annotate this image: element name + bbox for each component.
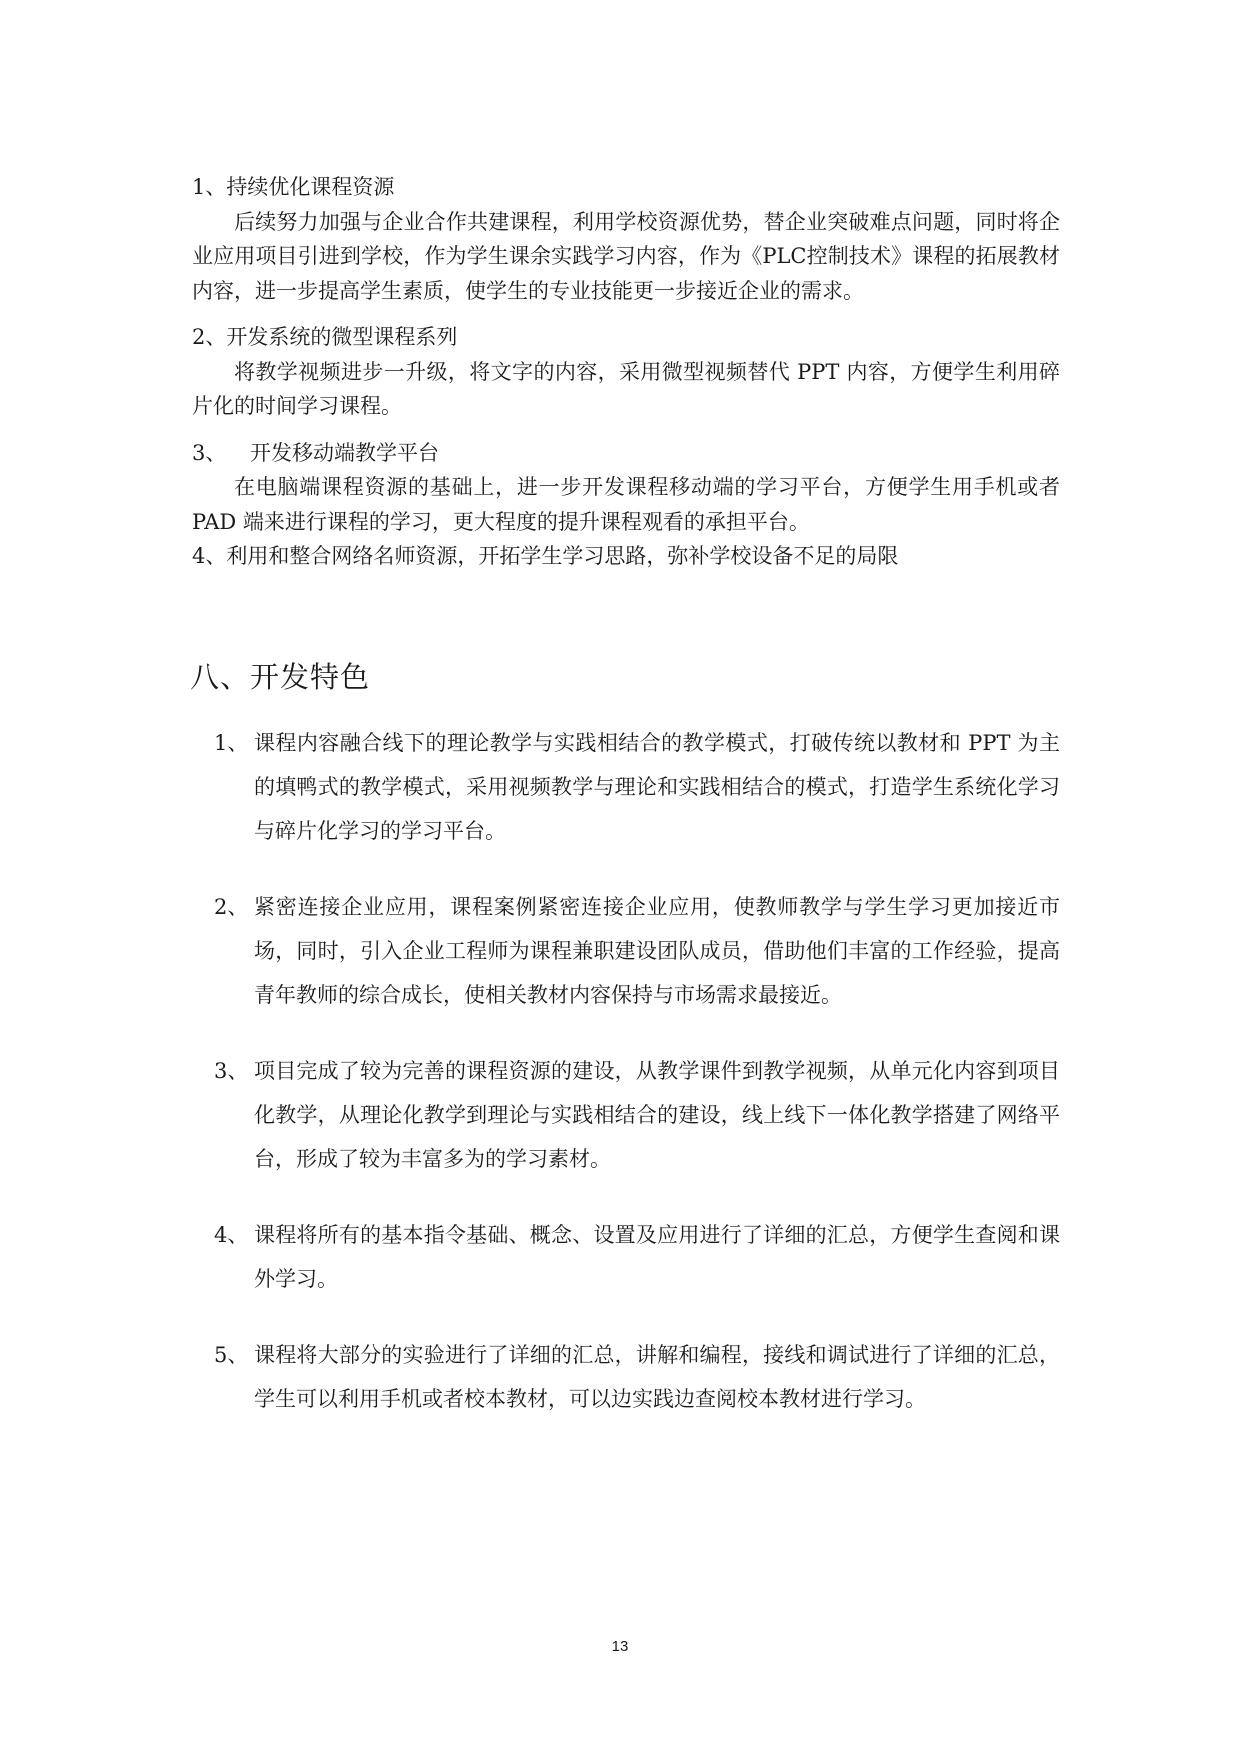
section-title: 八、开发特色: [190, 660, 371, 694]
feature-text: 课程内容融合线下的理论教学与实践相结合的教学模式，打破传统以教材和 PPT 为主的填鸭式的教学模式，采用视频教学与理论和实践相结合的模式，打造学生系统化学习与碎片化学习的学习平台。: [254, 731, 1060, 843]
item-heading-1: 1、持续优化课程资源: [192, 175, 395, 199]
feature-item-2: [214, 885, 1060, 1017]
feature-number: 5、: [214, 1343, 249, 1367]
item-heading-4: 4、利用和整合网络名师资源，开拓学生学习思路，弥补学校设备不足的局限: [192, 544, 899, 568]
feature-number: 3、: [214, 1059, 249, 1083]
feature-text: 课程将大部分的实验进行了详细的汇总，讲解和编程，接线和调试进行了详细的汇总，学生可以利用手机或者校本教材，可以边实践边查阅校本教材进行学习。: [254, 1343, 1060, 1411]
item-body-2: 将教学视频进步一升级，将文字的内容，采用微型视频替代 PPT 内容，方便学生利用碎片化的时间学习课程。: [192, 359, 1060, 418]
feature-text: 项目完成了较为完善的课程资源的建设，从教学课件到教学视频，从单元化内容到项目化教学，从理论化教学到理论与实践相结合的建设，线上线下一体化教学搭建了网络平台，形成了较为丰富多为的学习素材。: [254, 1059, 1060, 1171]
feature-text: 课程将所有的基本指令基础、概念、设置及应用进行了详细的汇总，方便学生查阅和课外学习。: [254, 1223, 1060, 1291]
feature-number: 2、: [214, 895, 249, 919]
item-heading-3: [192, 436, 1060, 471]
improvement-list: [192, 170, 1060, 574]
item-heading-3-text: 开发移动端教学平台: [250, 440, 439, 465]
feature-text: 紧密连接企业应用，课程案例紧密连接企业应用，使教师教学与学生学习更加接近市场，同时，引入企业工程师为课程兼职建设团队成员，借助他们丰富的工作经验，提高青年教师的综合成长，使相关教材内容保持与市场需求最接近。: [254, 895, 1060, 1007]
item-body-3: 在电脑端课程资源的基础上，进一步开发课程移动端的学习平台，方便学生用手机或者 PAD 端来进行课程的学习，更大程度的提升课程观看的承担平台。: [192, 475, 1060, 534]
feature-item-1: [214, 721, 1060, 853]
feature-number: 1、: [214, 731, 249, 755]
feature-item-5: [214, 1333, 1060, 1421]
item-body-1: 后续努力加强与企业合作共建课程，利用学校资源优势，替企业突破难点问题，同时将企业应用项目引进到学校，作为学生课余实践学习内容，作为《PLC控制技术》课程的拓展教材内容，进一步提高学生素质，使学生的专业技能更一步接近企业的需求。: [192, 209, 1060, 303]
page-number: 13: [611, 1638, 629, 1655]
feature-item-4: [214, 1213, 1060, 1301]
item-heading-2: 2、开发系统的微型课程系列: [192, 325, 458, 349]
item-heading-3-number: 3、: [192, 440, 227, 465]
feature-item-3: [214, 1049, 1060, 1181]
feature-number: 4、: [214, 1223, 249, 1247]
feature-list: [214, 721, 1060, 1453]
